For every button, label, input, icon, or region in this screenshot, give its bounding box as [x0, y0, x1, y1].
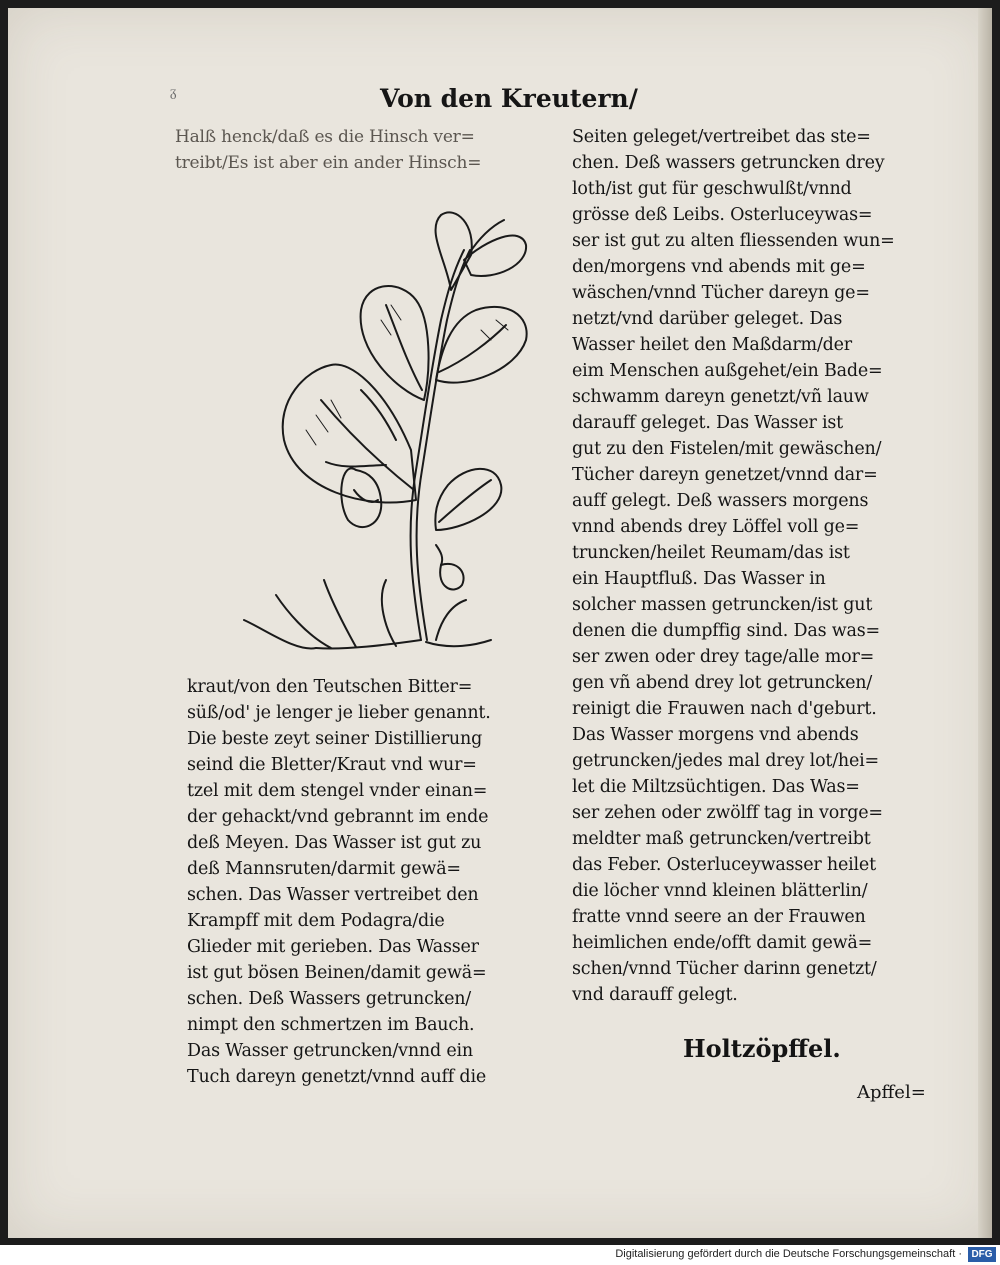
text-line: Seiten geleget/vertreibet das ste= — [572, 127, 871, 147]
text-line: Wasser heilet den Maßdarm/der — [572, 335, 852, 355]
page-edge — [978, 8, 992, 1238]
text-line: ein Hauptfluß. Das Wasser in — [572, 569, 826, 589]
text-line: Das Wasser getruncken/vnnd ein — [187, 1041, 473, 1061]
text-line: reinigt die Frauwen nach d'geburt. — [572, 699, 877, 719]
text-line: der gehackt/vnd gebrannt im ende — [187, 807, 489, 827]
text-line: süß/od' je lenger je lieber genannt. — [187, 703, 491, 723]
plant-woodcut-illustration — [236, 200, 536, 666]
text-line: Halß henck/daß es die Hinsch ver= — [175, 127, 475, 147]
text-line: die löcher vnnd kleinen blätterlin/ — [572, 881, 868, 901]
catchword: Apffel= — [857, 1082, 926, 1103]
text-line: schwamm dareyn genetzt/vñ lauw — [572, 387, 869, 407]
text-line: gut zu den Fistelen/mit gewäschen/ — [572, 439, 882, 459]
text-line: tzel mit dem stengel vnder einan= — [187, 781, 488, 801]
text-line: let die Miltzsüchtigen. Das Was= — [572, 777, 860, 797]
text-line: netzt/vnd darüber geleget. Das — [572, 309, 843, 329]
text-line: deß Mannsruten/darmit gewä= — [187, 859, 461, 879]
text-line: nimpt den schmertzen im Bauch. — [187, 1015, 475, 1035]
text-line: wäschen/vnnd Tücher dareyn ge= — [572, 283, 870, 303]
text-line: vnd darauff gelegt. — [572, 985, 738, 1005]
funding-note: Digitalisierung gefördert durch die Deutsche Forschungsgemeinschaft · — [615, 1248, 962, 1260]
text-line: Tuch dareyn genetzt/vnnd auff die — [187, 1067, 486, 1087]
text-line: Das Wasser morgens vnd abends — [572, 725, 859, 745]
left-column-bottom — [187, 674, 552, 1090]
text-line: Krampff mit dem Podagra/die — [187, 911, 445, 931]
text-line: Tücher dareyn genetzet/vnnd dar= — [572, 465, 878, 485]
left-column-top — [175, 124, 545, 176]
dfg-logo: DFG — [968, 1247, 996, 1262]
text-line: grösse deß Leibs. Osterluceywas= — [572, 205, 873, 225]
text-line: schen. Das Wasser vertreibet den — [187, 885, 479, 905]
text-line: truncken/heilet Reumam/das ist — [572, 543, 850, 563]
text-line: eim Menschen außgehet/ein Bade= — [572, 361, 883, 381]
text-line: Glieder mit gerieben. Das Wasser — [187, 937, 479, 957]
text-line: ser zehen oder zwölff tag in vorge= — [572, 803, 883, 823]
text-line: das Feber. Osterluceywasser heilet — [572, 855, 876, 875]
footer-bar — [0, 1245, 1000, 1265]
text-line: getruncken/jedes mal drey lot/hei= — [572, 751, 880, 771]
section-heading: Holtzöpffel. — [683, 1034, 841, 1063]
text-line: kraut/von den Teutschen Bitter= — [187, 677, 473, 697]
text-line: heimlichen ende/offt damit gewä= — [572, 933, 873, 953]
text-line: seind die Bletter/Kraut vnd wur= — [187, 755, 477, 775]
text-line: gen vñ abend drey lot getruncken/ — [572, 673, 873, 693]
text-line: schen. Deß Wassers getruncken/ — [187, 989, 471, 1009]
text-line: denen die dumpffig sind. Das was= — [572, 621, 880, 641]
text-line: ser zwen oder drey tage/alle mor= — [572, 647, 875, 667]
running-head: Von den Kreutern/ — [380, 84, 638, 113]
text-line: solcher massen getruncken/ist gut — [572, 595, 873, 615]
text-line: vnnd abends drey Löffel voll ge= — [572, 517, 860, 537]
text-line: darauff geleget. Das Wasser ist — [572, 413, 844, 433]
text-line: schen/vnnd Tücher darinn genetzt/ — [572, 959, 877, 979]
text-line: treibt/Es ist aber ein ander Hinsch= — [175, 153, 482, 173]
text-line: chen. Deß wassers getruncken drey — [572, 153, 885, 173]
text-line: ist gut bösen Beinen/damit gewä= — [187, 963, 487, 983]
text-line: loth/ist gut für geschwulßt/vnnd — [572, 179, 852, 199]
right-column — [572, 124, 932, 1008]
page-mark: ᵹ — [170, 84, 177, 100]
text-line: auff gelegt. Deß wassers morgens — [572, 491, 869, 511]
text-line: deß Meyen. Das Wasser ist gut zu — [187, 833, 482, 853]
text-line: ser ist gut zu alten fliessenden wun= — [572, 231, 895, 251]
text-line: Die beste zeyt seiner Distillierung — [187, 729, 483, 749]
text-line: meldter maß getruncken/vertreibt — [572, 829, 871, 849]
text-line: den/morgens vnd abends mit ge= — [572, 257, 866, 277]
text-line: fratte vnnd seere an der Frauwen — [572, 907, 866, 927]
